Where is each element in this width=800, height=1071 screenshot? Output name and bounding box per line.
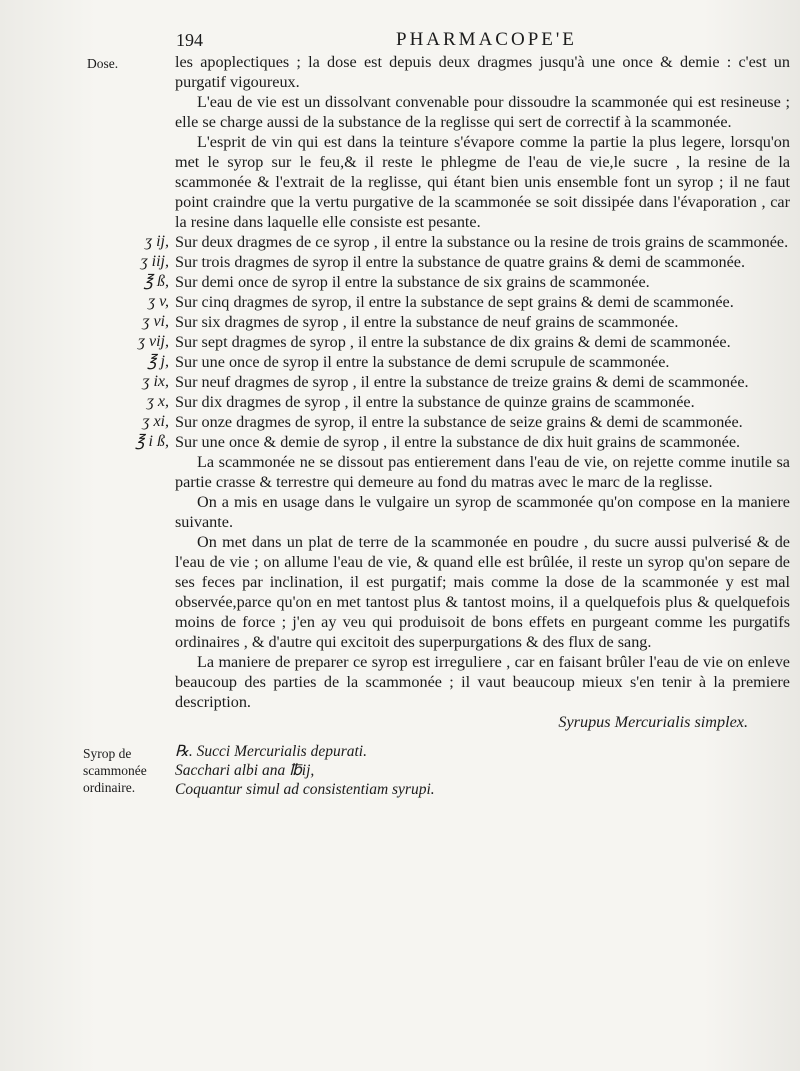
page-header	[176, 30, 776, 52]
recipe-line: ℞. Succi Mercurialis depurati.	[175, 743, 367, 760]
page-number: 194	[176, 30, 203, 50]
dose-entry	[145, 232, 790, 252]
paragraph: On met dans un plat de terre de la scammonée en poudre , du sucre aussi pulverisé & de l'eau de vie ; on allume l'eau de vie, & quand elle est brûlée, il reste un syrop qu'on separe de ses feces par inclination, il est purgatif; mais comme la dose de la scammonée y est mal observée,parce qu'on en met tantost plus & tantost moins, il a quelquefois plus & quelquefois moins de force ; j'en ay veu qui produisoit de bons effets en purgeant comme les purgatifs ordinaires , & d'autre qui excitoit des superpurgations & des flux de sang.	[175, 533, 790, 651]
dose-mark: ʒ x,	[146, 393, 169, 410]
dose-text: Sur cinq dragmes de syrop, il entre la substance de sept grains & demi de scammonée.	[175, 293, 734, 311]
dose-mark: ʒ vij,	[137, 333, 169, 350]
paragraph: les apoplectiques ; la dose est depuis deux dragmes jusqu'à une once & demie : c'est un purgatif vigoureux.	[175, 53, 790, 91]
paragraph: L'esprit de vin qui est dans la teinture s'évapore comme la partie la plus legere, lorsqu'on met le syrop sur le feu,& il reste le phlegme de l'eau de vie,le sucre , la resine de la scammonée & l'extrait de la reglisse, qui étant bien unis ensemble font un syrop ; il ne faut point craindre que la vertu purgative de la scammonée se soit dissipée dans l'évaporation , car la resine dans laquelle elle consiste est pesante.	[175, 133, 790, 231]
paragraph: La scammonée ne se dissout pas entierement dans l'eau de vie, on rejette comme inutile sa partie crasse & terrestre qui demeure au fond du matras avec le marc de la reglisse.	[175, 453, 790, 491]
dose-mark: ℥ ß,	[143, 273, 169, 290]
dose-text: Sur demi once de syrop il entre la substance de six grains de scammonée.	[175, 273, 650, 291]
recipe-line: Sacchari albi ana ℔ij,	[175, 762, 315, 779]
dose-text: Sur onze dragmes de syrop, il entre la substance de seize grains & demi de scammonée.	[175, 413, 743, 431]
dose-entry	[146, 392, 790, 412]
dose-mark: ʒ v,	[147, 293, 169, 310]
dose-mark: ʒ ij,	[145, 233, 169, 250]
recipe	[175, 742, 790, 799]
margin-note-syrop-ordinaire: Syrop de scammonée ordinaire.	[83, 746, 147, 795]
dose-text: Sur six dragmes de syrop , il entre la substance de neuf grains de scammonée.	[175, 313, 679, 331]
dose-entry	[147, 352, 790, 372]
running-title: PHARMACOPE'E	[396, 29, 577, 50]
paragraph: La maniere de preparer ce syrop est irreguliere , car en faisant brûler l'eau de vie on enleve beaucoup des parties de la scammonée ; il vaut beaucoup mieux s'en tenir à la premiere description.	[175, 653, 790, 711]
dose-entry	[143, 272, 790, 292]
dose-mark: ʒ xi,	[142, 413, 169, 430]
dose-entry	[140, 252, 790, 272]
dose-text: Sur deux dragmes de ce syrop , il entre la substance ou la resine de trois grains de scammonée.	[175, 233, 789, 251]
dose-entry	[142, 412, 790, 432]
recipe-line: Coquantur simul ad consistentiam syrupi.	[175, 781, 435, 798]
dose-entry	[142, 312, 790, 332]
dose-mark: ʒ iij,	[140, 253, 169, 270]
paragraph: L'eau de vie est un dissolvant convenable pour dissoudre la scammonée qui est resineuse ; elle se charge aussi de la substance de la reglisse qui sert de correctif à la scammonée.	[175, 93, 790, 131]
dose-entry	[147, 292, 790, 312]
dose-mark: ʒ ix,	[142, 373, 169, 390]
paragraph: On a mis en usage dans le vulgaire un syrop de scammonée qu'on compose en la maniere suivante.	[175, 493, 790, 531]
dose-entry	[135, 432, 790, 452]
page-body	[135, 52, 790, 799]
dose-mark: ℥ j,	[147, 353, 169, 370]
dose-text: Sur dix dragmes de syrop , il entre la substance de quinze grains de scammonée.	[175, 393, 695, 411]
dose-mark: ʒ vi,	[142, 313, 169, 330]
dose-text: Sur neuf dragmes de syrop , il entre la substance de treize grains & demi de scammonée.	[175, 373, 749, 391]
dose-entry	[137, 332, 790, 352]
dose-mark: ℥ i ß,	[135, 433, 169, 450]
margin-note-dose: Dose.	[87, 56, 119, 71]
recipe-title: Syrupus Mercurialis simplex.	[558, 713, 748, 731]
dose-text: Sur une once de syrop il entre la substance de demi scrupule de scammonée.	[175, 353, 670, 371]
dose-text: Sur trois dragmes de syrop il entre la substance de quatre grains & demi de scammonée.	[175, 253, 745, 271]
dose-entry	[142, 372, 790, 392]
dose-text: Sur une once & demie de syrop , il entre la substance de dix huit grains de scammonée.	[175, 433, 741, 451]
dose-text: Sur sept dragmes de syrop , il entre la substance de dix grains & demi de scammonée.	[175, 333, 731, 351]
